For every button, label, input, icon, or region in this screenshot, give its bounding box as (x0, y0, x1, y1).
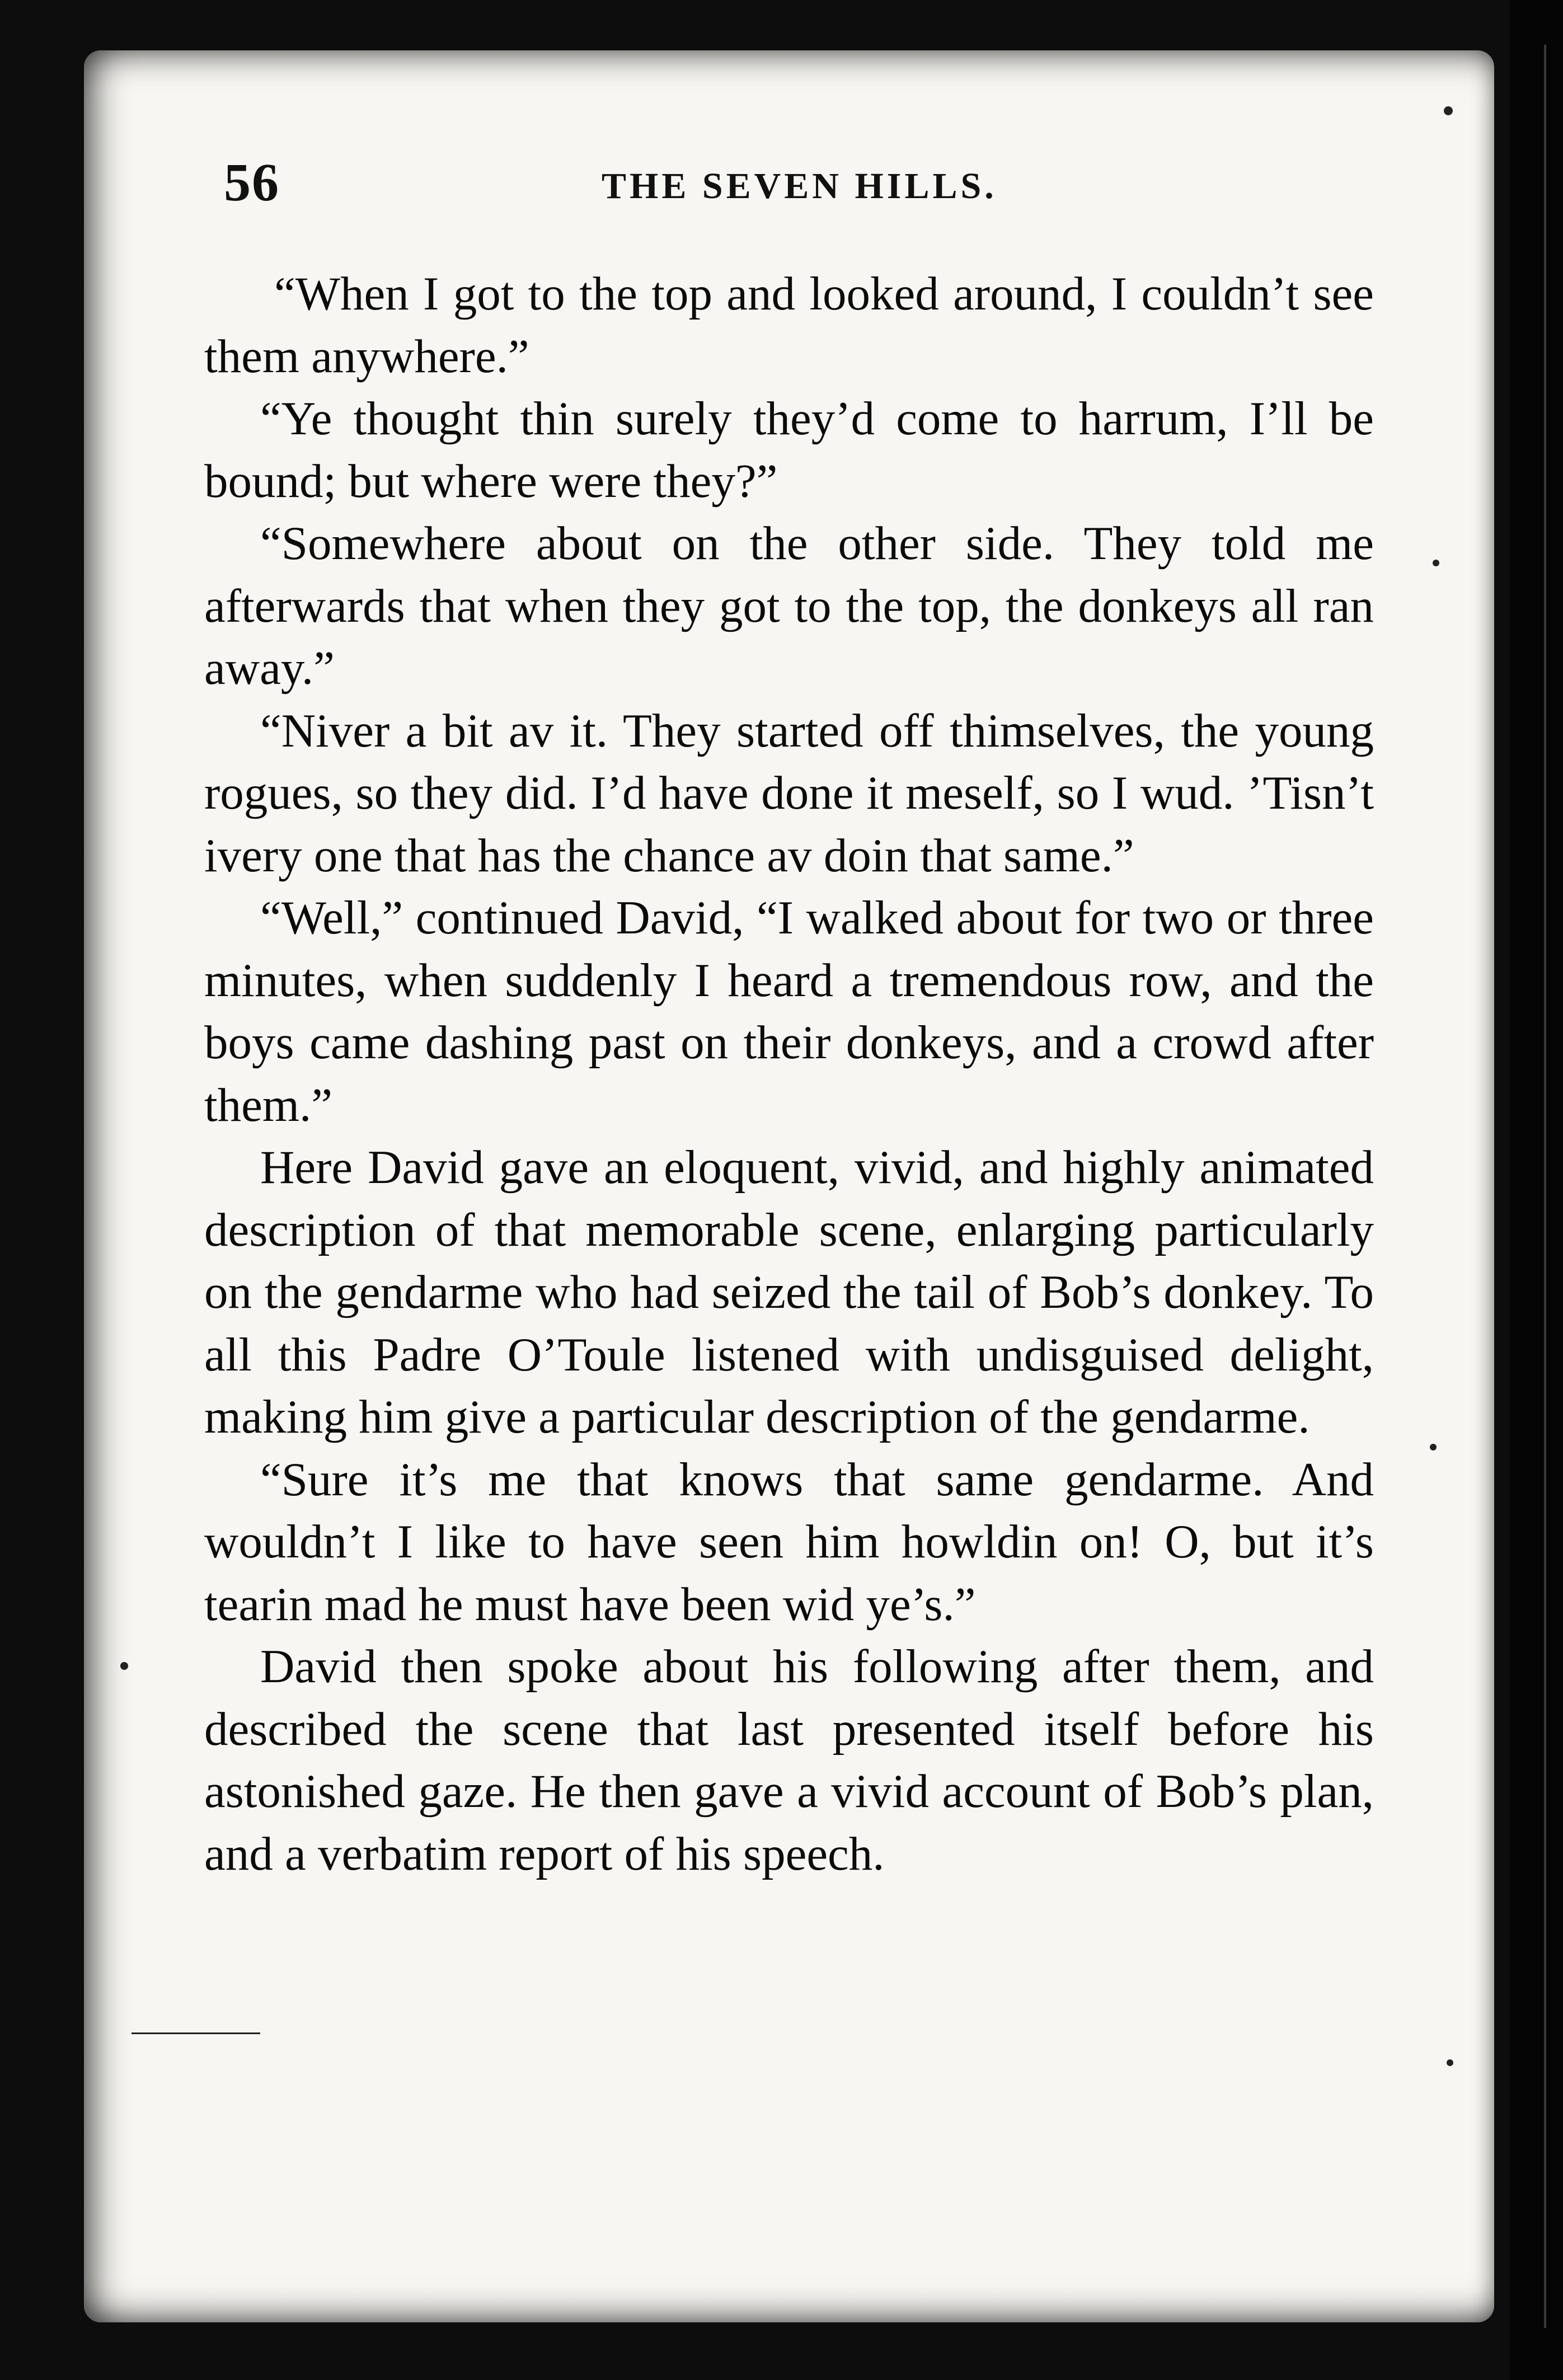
scan-speck (1447, 2059, 1453, 2066)
paragraph: “Ye thought thin surely they’d come to harrum, I’ll be bound; but where were they?” (204, 392, 1374, 508)
paragraph: “Somewhere about on the other side. They told me afterwards that when they got to the top, the donkeys all ran away.” (204, 517, 1374, 694)
body-text (204, 263, 1374, 1885)
scan-speck (120, 1662, 128, 1670)
scan-artifact-rule (132, 2032, 260, 2034)
paragraph: “When I got to the top and looked around, I couldn’t see them anywhere.” (204, 267, 1374, 383)
scan-speck (1430, 1444, 1437, 1450)
scan-speck (1444, 106, 1453, 115)
book-binding-edge (1510, 0, 1563, 2380)
paragraph: David then spoke about his following after them, and described the scene that last presented itself before his astonished gaze. He then gave a vivid account of Bob’s plan, and a verbatim report of his speech. (204, 1640, 1374, 1880)
paragraph: “Niver a bit av it. They started off thimselves, the young rogues, so they did. I’d have done it meself, so I wud. ’Tisn’t ivery one that has the chance av doin that same.” (204, 704, 1374, 882)
paragraph: Here David gave an eloquent, vivid, and highly animated description of that memorable scene, enlarging particularly on the gendarme who had seized the tail of Bob’s donkey. To all this Padre O’Toule listened with undisguised delight, making him give a particular description of the gendarme. (204, 1141, 1374, 1443)
binding-gutter-line (1544, 45, 1546, 2328)
running-head: THE SEVEN HILLS. (602, 166, 997, 206)
paragraph: “Sure it’s me that knows that same gendarme. And wouldn’t I like to have seen him howldin on! O, but it’s tearin mad he must have been wid ye’s.” (204, 1453, 1374, 1631)
scan-speck (1433, 560, 1439, 566)
paragraph: “Well,” continued David, “I walked about for two or three minutes, when suddenly I heard a tremendous row, and the boys came dashing past on their donkeys, and a crowd after them.” (204, 891, 1374, 1132)
page-number: 56 (224, 152, 280, 212)
